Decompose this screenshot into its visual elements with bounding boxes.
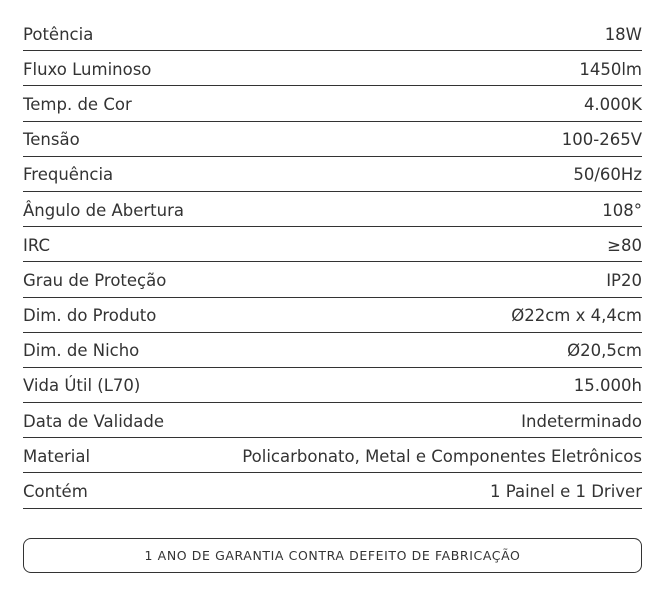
spec-row-dim-de-nicho: [23, 333, 642, 368]
spec-value: Ø22cm x 4,4cm: [511, 306, 642, 326]
spec-label: Potência: [23, 24, 94, 44]
spec-row-irc: [23, 227, 642, 262]
spec-label: Contém: [23, 482, 88, 502]
spec-value: 18W: [604, 24, 642, 44]
spec-row-temp-de-cor: [23, 86, 642, 121]
spec-label: Dim. de Nicho: [23, 341, 140, 361]
spec-value: 15.000h: [573, 376, 642, 396]
spec-value: 50/60Hz: [573, 165, 642, 185]
spec-label: Fluxo Luminoso: [23, 59, 152, 79]
spec-label: Temp. de Cor: [23, 94, 132, 114]
spec-label: Ângulo de Abertura: [23, 200, 184, 220]
spec-value: 1 Painel e 1 Driver: [490, 482, 642, 502]
spec-row-frequencia: [23, 157, 642, 192]
warranty-badge: [23, 538, 642, 573]
spec-row-material: [23, 438, 642, 473]
spec-value: Indeterminado: [521, 411, 642, 431]
spec-label: Data de Validade: [23, 411, 165, 431]
spec-label: Vida Útil (L70): [23, 376, 141, 396]
spec-value: 100-265V: [561, 130, 642, 150]
spec-row-fluxo-luminoso: [23, 51, 642, 86]
spec-row-potencia: [23, 16, 642, 51]
spec-value: 1450lm: [579, 59, 642, 79]
warranty-text: 1 ANO DE GARANTIA CONTRA DEFEITO DE FABRICAÇÃO: [144, 548, 521, 563]
spec-label: Tensão: [23, 130, 80, 150]
spec-table: [23, 16, 642, 509]
spec-row-vida-util: [23, 368, 642, 403]
spec-value: Ø20,5cm: [567, 341, 642, 361]
spec-row-data-de-validade: [23, 403, 642, 438]
spec-row-dim-do-produto: [23, 298, 642, 333]
spec-label: Dim. do Produto: [23, 306, 157, 326]
spec-value: Policarbonato, Metal e Componentes Eletrônicos: [242, 446, 642, 466]
spec-label: Grau de Proteção: [23, 270, 167, 290]
spec-row-grau-de-protecao: [23, 262, 642, 297]
spec-label: Material: [23, 446, 91, 466]
spec-value: IP20: [606, 270, 642, 290]
spec-row-contem: [23, 473, 642, 508]
spec-value: 4.000K: [583, 94, 642, 114]
spec-row-angulo-de-abertura: [23, 192, 642, 227]
spec-value: ≥80: [607, 235, 642, 255]
spec-label: IRC: [23, 235, 51, 255]
spec-label: Frequência: [23, 165, 114, 185]
spec-row-tensao: [23, 122, 642, 157]
spec-value: 108°: [602, 200, 642, 220]
